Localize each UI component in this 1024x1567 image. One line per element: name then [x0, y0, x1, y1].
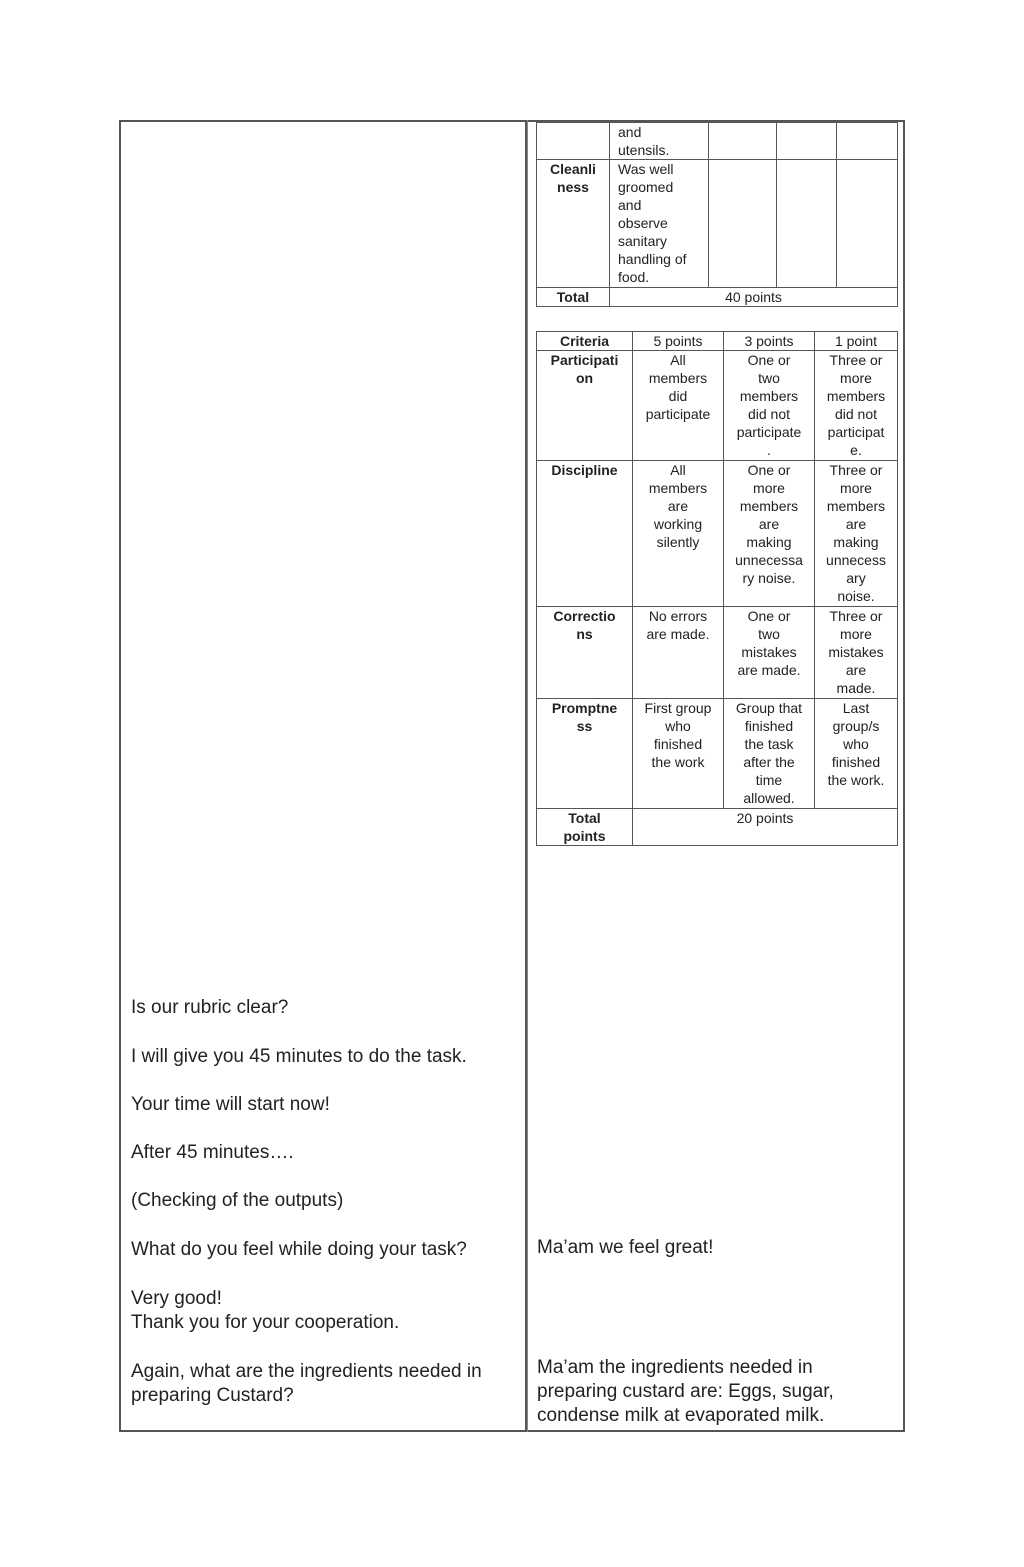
total-label: Total points: [537, 809, 633, 846]
description-cell: Was well groomed and observe sanitary handling of food.: [610, 160, 709, 288]
table-row: [537, 123, 898, 160]
column-header: 1 point: [815, 332, 898, 351]
description-cell: and utensils.: [610, 123, 709, 160]
rubric-cell: All members are working silently: [633, 461, 724, 607]
rubric-cell: Three or more mistakes are made.: [815, 607, 898, 699]
teacher-line: What do you feel while doing your task?: [131, 1239, 467, 1260]
score-cell: [777, 123, 837, 160]
rubric-cell: No errors are made.: [633, 607, 724, 699]
rubric-cell: Last group/s who finished the work.: [815, 699, 898, 809]
rubric-cell: First group who finished the work: [633, 699, 724, 809]
rubric-cell: One or two members did not participate .: [724, 351, 815, 461]
table-row: [537, 160, 898, 288]
table-row: [537, 809, 898, 846]
column-divider: [525, 120, 528, 1432]
total-value: 40 points: [610, 288, 898, 307]
column-header: 5 points: [633, 332, 724, 351]
teacher-line: Is our rubric clear?: [131, 997, 289, 1018]
column-header: 3 points: [724, 332, 815, 351]
score-cell: [709, 123, 777, 160]
table-row: [537, 699, 898, 809]
teacher-line: (Checking of the outputs): [131, 1190, 344, 1211]
criteria-cell: Discipline: [537, 461, 633, 607]
rubric-cell: Three or more members did not participat e.: [815, 351, 898, 461]
score-cell: [709, 160, 777, 288]
student-line: Ma’am we feel great!: [537, 1237, 714, 1258]
teacher-line: I will give you 45 minutes to do the task.: [131, 1046, 467, 1067]
table-row: [537, 461, 898, 607]
rubric-cell: Group that finished the task after the time allowed.: [724, 699, 815, 809]
rubric-table-cooking: [536, 122, 898, 307]
rubric-cell: One or two mistakes are made.: [724, 607, 815, 699]
score-cell: [777, 160, 837, 288]
criteria-cell: Correctio ns: [537, 607, 633, 699]
table-header-row: [537, 332, 898, 351]
rubric-table-group: [536, 331, 898, 846]
score-cell: [837, 160, 898, 288]
criteria-cell: Promptne ss: [537, 699, 633, 809]
criteria-cell: Participati on: [537, 351, 633, 461]
teacher-line: Your time will start now!: [131, 1094, 330, 1115]
teacher-line: Very good! Thank you for your cooperation.: [131, 1288, 400, 1333]
rubric-cell: One or more members are making unnecessa ry noise.: [724, 461, 815, 607]
table-row: [537, 607, 898, 699]
teacher-line: Again, what are the ingredients needed in preparing Custard?: [131, 1361, 482, 1406]
table-row: [537, 351, 898, 461]
criteria-cell: [537, 123, 610, 160]
score-cell: [837, 123, 898, 160]
column-header: Criteria: [537, 332, 633, 351]
criteria-cell: Cleanli ness: [537, 160, 610, 288]
teacher-line: After 45 minutes….: [131, 1142, 294, 1163]
total-value: 20 points: [633, 809, 898, 846]
rubric-cell: Three or more members are making unnecess ary noise.: [815, 461, 898, 607]
student-line: Ma’am the ingredients needed in preparing custard are: Eggs, sugar, condense milk at evaporated milk.: [537, 1357, 834, 1426]
total-label: Total: [537, 288, 610, 307]
rubric-cell: All members did participate: [633, 351, 724, 461]
table-row: [537, 288, 898, 307]
